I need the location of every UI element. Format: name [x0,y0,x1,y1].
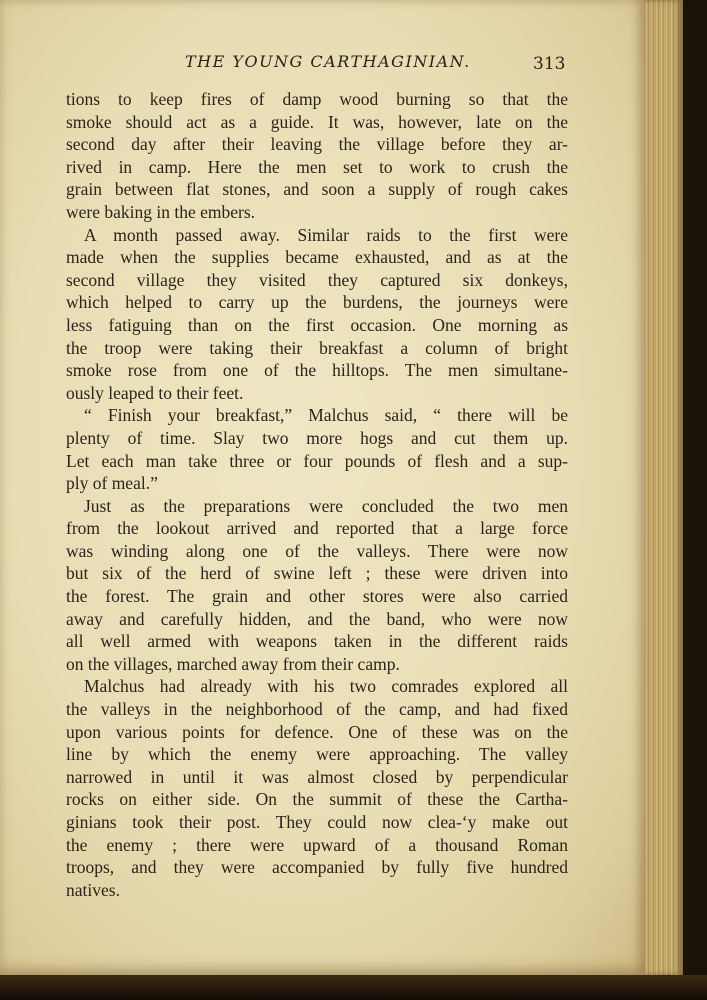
text-line: smoke rose from one of the hilltops. The men simultane- [66,360,568,381]
text-line: upon various points for defence. One of these was on the [66,721,568,742]
text-line: Malchus had already with his two comrades explored all [84,676,568,697]
text-line: natives. [66,879,120,900]
text-line: A month passed away. Similar raids to the first were [84,224,568,245]
text-line: ginians took their post. They could now clea‑‘y make out [66,812,568,832]
text-line: narrowed in until it was almost closed by perpendicular [66,766,568,787]
text-line: ously leaped to their feet. [66,382,244,403]
text-line: all well armed with weapons taken in the different raids [66,631,568,652]
text-line: the forest. The grain and other stores were also carried [66,586,568,607]
text-line: which helped to carry up the burdens, the journeys were [66,292,568,313]
text-line: ply of meal.” [66,473,158,494]
text-line: was winding along one of the valleys. There were now [66,540,568,561]
text-line: the troop were taking their breakfast a column of bright [66,337,568,358]
text-line: were baking in the embers. [66,201,256,222]
text-line: but six of the herd of swine left ; these were driven into [66,563,568,584]
text-line: rived in camp. Here the men set to work to crush the [66,156,568,177]
running-head [0,52,645,76]
text-line: line by which the enemy were approaching. The valley [66,744,568,765]
text-line: second village they visited they captured six donkeys, [66,269,568,290]
text-line: made when the supplies became exhausted, and as at the [66,247,568,268]
text-line: Just as the preparations were concluded the two men [84,495,568,516]
text-line: Let each man take three or four pounds of flesh and a sup- [66,450,568,471]
page-edges [645,0,683,975]
text-line: from the lookout arrived and reported that a large force [66,518,568,539]
body-text [66,88,568,901]
running-head-title: THE YOUNG CARTHAGINIAN. [185,52,471,71]
bottom-shadow [0,975,707,1000]
text-line: on the villages, marched away from their camp. [66,653,400,674]
text-line: smoke should act as a guide. It was, however, late on the [66,111,568,132]
page-number: 313 [533,54,566,74]
text-line: away and carefully hidden, and the band, who were now [66,608,568,629]
text-line: grain between flat stones, and soon a supply of rough cakes [66,179,568,200]
text-line: less fatiguing than on the first occasion. One morning as [66,314,568,335]
text-line: the valleys in the neighborhood of the camp, and had fixed [66,699,568,720]
text-line: second day after their leaving the village before they ar- [66,134,568,155]
text-line: troops, and they were accompanied by fully five hundred [66,857,568,878]
text-line: plenty of time. Slay two more hogs and cut them up. [66,427,568,448]
text-line: tions to keep fires of damp wood burning so that the [66,89,568,109]
text-line: the enemy ; there were upward of a thousand Roman [66,834,568,855]
text-line: “ Finish your breakfast,” Malchus said, “ there will be [84,405,568,426]
text-line: rocks on either side. On the summit of these the Cartha- [66,789,568,810]
